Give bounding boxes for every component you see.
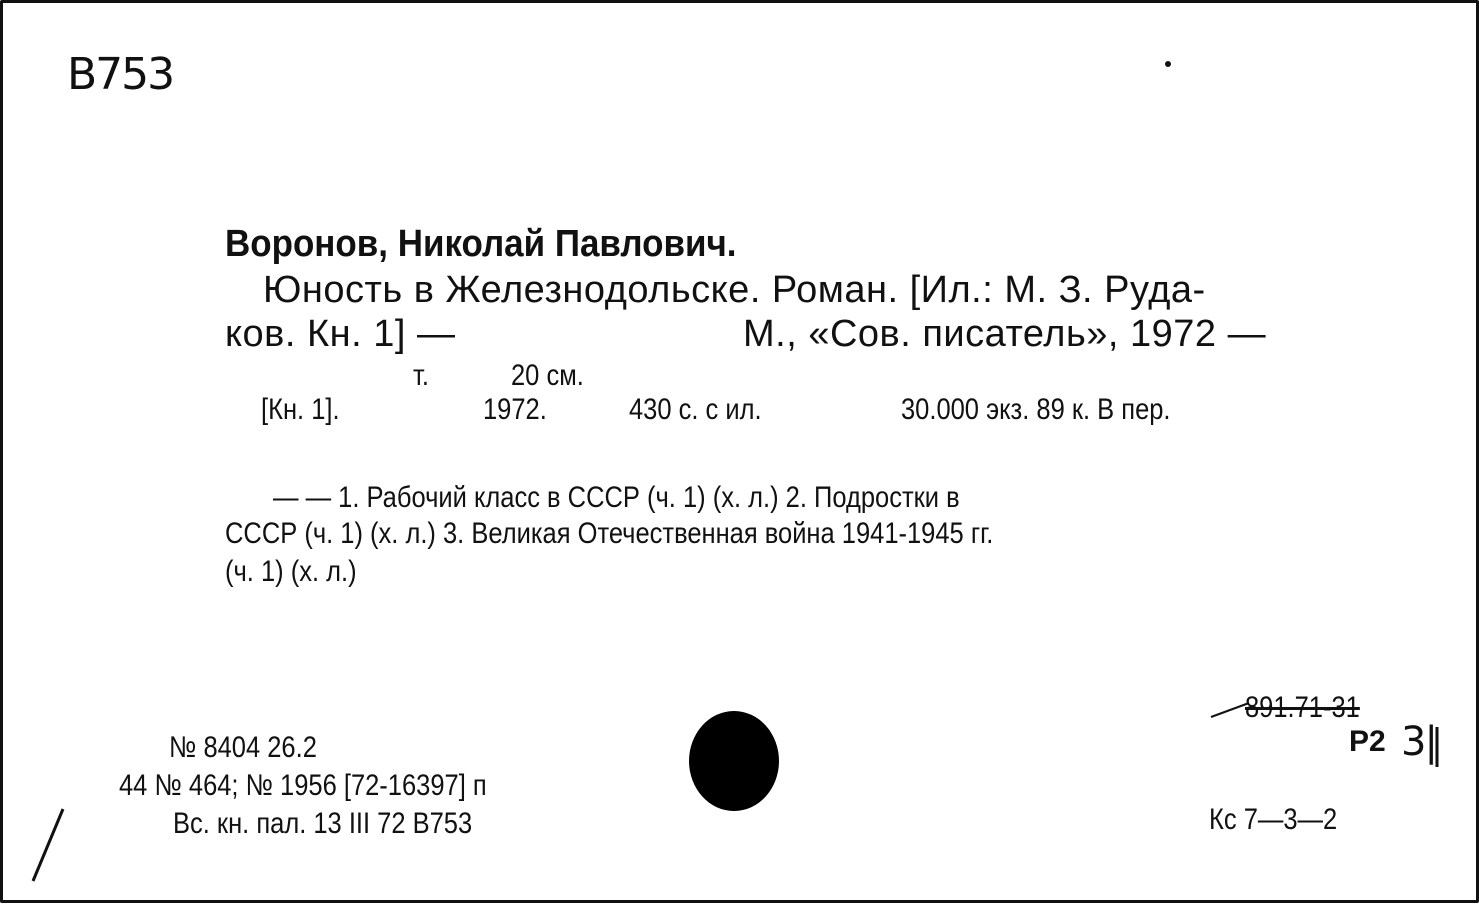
chamber-line: Вс. кн. пал. 13 III 72 В753	[173, 807, 473, 840]
book1-year: 1972.	[483, 393, 547, 426]
title-line-2: ков. Кн. 1] —	[225, 313, 456, 355]
book1-pages: 430 с. с ил.	[629, 393, 762, 426]
title-line-1: Юность в Железнодольске. Роман. [Ил.: М. З. Руда-	[263, 269, 1206, 311]
subject-line-3: (ч. 1) (х. л.)	[225, 555, 357, 588]
subject-line-2: СССР (ч. 1) (х. л.) 3. Великая Отечественная война 1941-1945 гг.	[225, 517, 994, 550]
pen-slash	[1211, 703, 1249, 717]
kc-code: Кс 7—3—2	[1209, 803, 1338, 836]
handwritten-call-number: В753	[67, 49, 174, 100]
book1-edition: 30.000 экз. 89 к. В пер.	[901, 393, 1171, 426]
punch-hole	[689, 711, 779, 811]
author-heading: Воронов, Николай Павлович.	[225, 223, 737, 265]
book1-label: [Кн. 1].	[261, 393, 340, 426]
handwritten-classification: 3|	[1401, 719, 1436, 765]
classification-main: Р2	[1349, 725, 1386, 758]
card-marks	[3, 3, 1479, 906]
volume-abbr: т.	[413, 359, 429, 392]
registration-line: 44 № 464; № 1956 [72-16397] п	[119, 769, 487, 802]
pen-stroke	[33, 809, 63, 881]
publisher-info: М., «Сов. писатель», 1972 —	[743, 313, 1267, 355]
subject-line-1: — — 1. Рабочий класс в СССР (ч. 1) (х. л.) 2. Подростки в	[273, 481, 960, 514]
crossed-classification: 891.71-31	[1245, 691, 1360, 724]
order-number: № 8404 26.2	[169, 731, 317, 764]
size-cm: 20 см.	[511, 359, 584, 392]
